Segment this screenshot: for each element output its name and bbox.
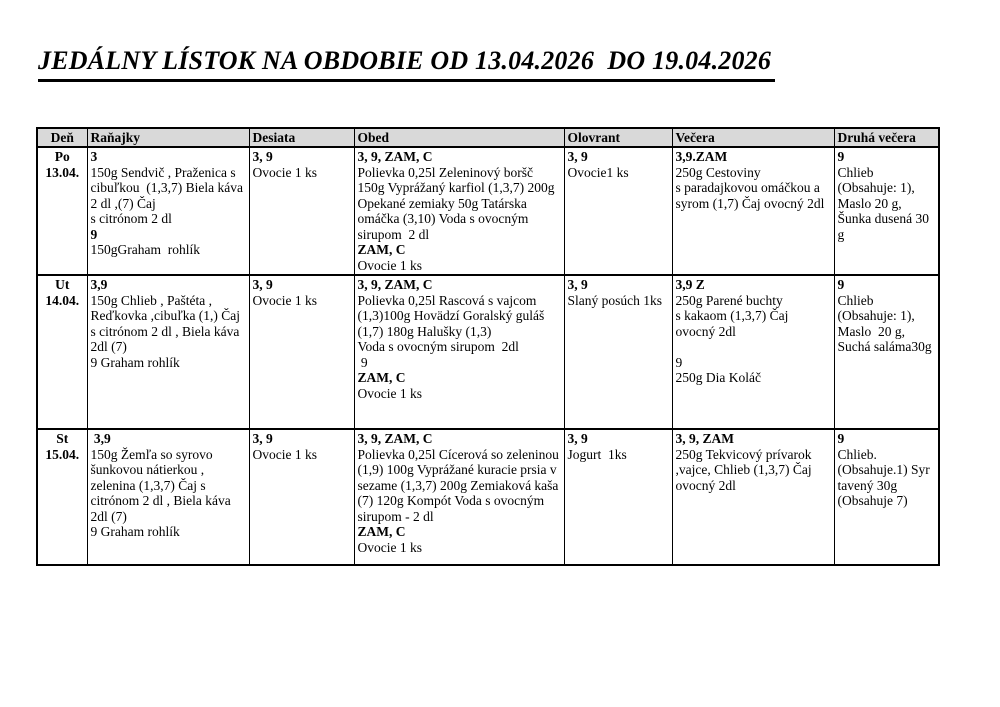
day-date: 15.04. — [45, 446, 80, 462]
menu-line: Chlieb. (Obsahuje.1) Syr tavený 30g (Obsahuje 7) — [837, 446, 934, 508]
menu-line: Ovocie1 ks — [567, 164, 629, 180]
column-header: Večera — [672, 128, 834, 147]
menu-line: 3, 9, ZAM, C — [357, 149, 433, 164]
day-cell — [37, 275, 87, 429]
menu-line: 150g Žemľa so syrovo šunkovou nátierkou , zelenina (1,3,7) Čaj s citrónom 2 dl , Biela káva 2dl (7) — [90, 446, 235, 524]
menu-cell — [249, 275, 354, 429]
menu-line: 9 Graham rohlík — [90, 524, 180, 539]
menu-line: 3, 9 — [252, 431, 273, 446]
menu-line: Ovocie 1 ks — [252, 164, 317, 180]
menu-line: 250g Parené buchty — [675, 292, 783, 308]
menu-cell — [87, 275, 249, 429]
menu-line: Ovocie 1 ks — [252, 446, 317, 462]
menu-line: 3, 9 — [252, 277, 273, 292]
menu-cell — [249, 429, 354, 565]
column-header: Olovrant — [564, 128, 672, 147]
day-label: St — [56, 431, 69, 446]
column-header: Deň — [37, 128, 87, 147]
menu-cell — [87, 147, 249, 275]
menu-line: Slaný posúch 1ks — [567, 292, 662, 308]
menu-line: 3 — [90, 149, 98, 164]
page-title: JEDÁLNY LÍSTOK NA OBDOBIE OD 13.04.2026 DO 19.04.2026 — [38, 46, 775, 82]
menu-line: ZAM, C — [357, 242, 406, 257]
column-header: Raňajky — [87, 128, 249, 147]
table-header — [37, 128, 939, 147]
menu-cell — [354, 147, 564, 275]
menu-line: Ovocie 1 ks — [252, 292, 317, 308]
menu-line: 9 — [837, 431, 845, 446]
menu-line: 3,9 — [90, 431, 111, 446]
menu-line: s paradajkovou omáčkou a syrom (1,7) Čaj ovocný 2dl — [675, 180, 825, 211]
day-date: 13.04. — [45, 164, 80, 180]
column-header: Druhá večera — [834, 128, 939, 147]
menu-cell — [834, 429, 939, 565]
table-row — [37, 275, 939, 429]
menu-line: Ovocie 1 ks — [357, 257, 422, 273]
menu-line: 9 — [837, 149, 845, 164]
menu-line: 3, 9, ZAM, C — [357, 277, 433, 292]
menu-line: 150g Sendvič , Praženica s cibuľkou (1,3,7) Biela káva 2 dl ,(7) Čaj — [90, 164, 247, 211]
menu-cell — [564, 147, 672, 275]
menu-line: Chlieb (Obsahuje: 1), Maslo 20 g, Šunka dusená 30 g — [837, 164, 933, 242]
menu-line: s kakaom (1,3,7) Čaj ovocný 2dl — [675, 308, 792, 339]
header-row — [37, 128, 939, 147]
menu-cell — [249, 147, 354, 275]
menu-line: 150gGraham rohlík — [90, 242, 200, 257]
day-label: Po — [54, 149, 70, 164]
menu-cell — [564, 275, 672, 429]
menu-line: Ovocie 1 ks — [357, 539, 422, 555]
menu-line: 250g Dia Koláč — [675, 370, 761, 385]
menu-line: 3, 9, ZAM, C — [357, 431, 433, 446]
menu-line: Ovocie 1 ks — [357, 385, 422, 401]
menu-line: 3, 9 — [567, 431, 588, 446]
menu-cell — [834, 275, 939, 429]
menu-line: 3, 9 — [252, 149, 273, 164]
menu-line: 9 Graham rohlík — [90, 354, 180, 370]
table-row — [37, 429, 939, 565]
menu-line: Polievka 0,25l Rascová s vajcom (1,3)100g Hovädzí Goralský guláš (1,7) 180g Halušky (1,3) — [357, 292, 548, 339]
day-cell — [37, 147, 87, 275]
menu-cell — [672, 147, 834, 275]
menu-line: 3, 9 — [567, 149, 588, 164]
table-row — [37, 147, 939, 275]
menu-cell — [354, 429, 564, 565]
menu-cell — [87, 429, 249, 565]
menu-line: Voda s ovocným sirupom 2dl — [357, 339, 519, 354]
menu-line: 9 — [675, 354, 683, 370]
menu-line: s citrónom 2 dl — [90, 211, 172, 226]
menu-line: 3,9 — [90, 277, 108, 292]
menu-line: 150g Chlieb , Paštéta , Reďkovka ,cibuľka (1,) Čaj s citrónom 2 dl , Biela káva 2dl (7) — [90, 292, 244, 354]
menu-line: 250g Cestoviny — [675, 164, 761, 180]
menu-line: 3, 9 — [567, 277, 588, 292]
menu-line: 250g Tekvicový prívarok ,vajce, Chlieb (1,3,7) Čaj ovocný 2dl — [675, 446, 815, 493]
menu-line: 3,9.ZAM — [675, 149, 728, 164]
day-label: Ut — [55, 277, 70, 292]
day-cell — [37, 429, 87, 565]
menu-line: 9 — [357, 354, 368, 370]
menu-line: ZAM, C — [357, 524, 406, 539]
menu-line: Polievka 0,25l Zeleninový boršč 150g Vyprážaný karfiol (1,3,7) 200g Opekané zemiaky 50g Tatárska omáčka (3,10) Voda s ovocným sirupom 2 dl — [357, 164, 558, 242]
menu-line: Polievka 0,25l Cícerová so zeleninou (1,9) 100g Vyprážané kuracie prsia v sezame (1,3,7) 200g Zemiaková kaša (7) 120g Kompót Voda s ovocným sirupom - 2 dl — [357, 446, 563, 524]
menu-line: 9 — [837, 277, 845, 292]
day-date: 14.04. — [45, 292, 80, 308]
menu-line: Jogurt 1ks — [567, 446, 627, 462]
menu-cell — [564, 429, 672, 565]
menu-table — [36, 127, 940, 566]
column-header: Obed — [354, 128, 564, 147]
menu-line: 9 — [90, 226, 98, 242]
menu-cell — [834, 147, 939, 275]
menu-line: 3, 9, ZAM — [675, 431, 734, 446]
column-header: Desiata — [249, 128, 354, 147]
menu-cell — [354, 275, 564, 429]
menu-line: 3,9 Z — [675, 277, 705, 292]
menu-line: ZAM, C — [357, 370, 406, 385]
menu-cell — [672, 429, 834, 565]
menu-cell — [672, 275, 834, 429]
menu-line: Chlieb (Obsahuje: 1), Maslo 20 g, Suchá saláma30g — [837, 292, 932, 354]
menu-line — [676, 339, 831, 355]
